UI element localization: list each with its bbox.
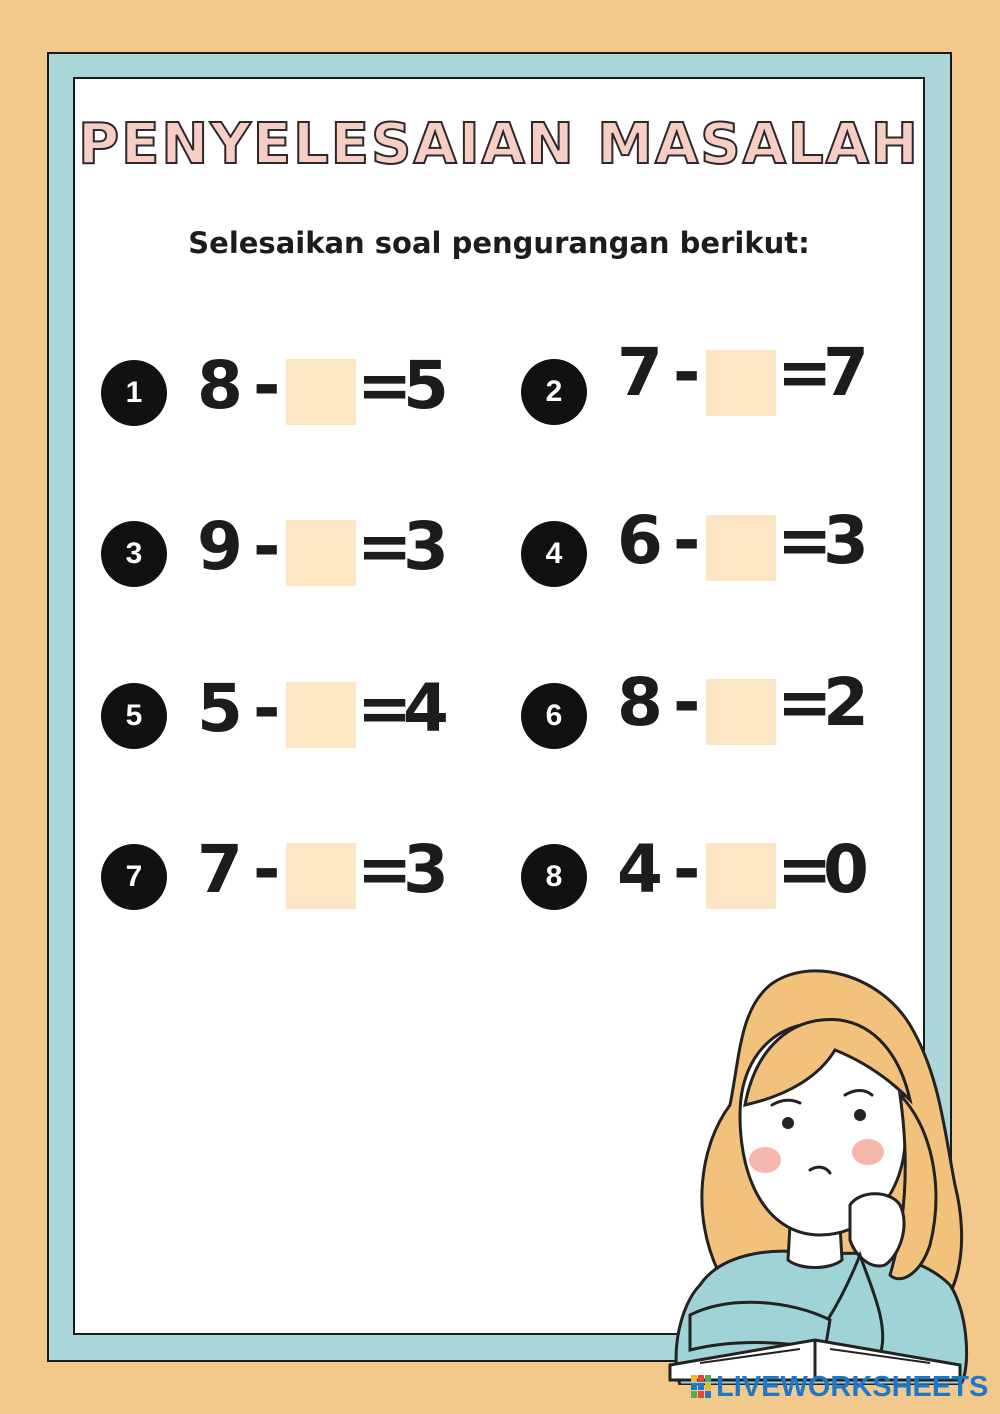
result: 3	[403, 831, 449, 908]
equals-sign: =	[777, 334, 833, 411]
minuend: 9	[197, 508, 243, 585]
problem-6	[521, 664, 881, 763]
minus-sign: -	[253, 670, 281, 747]
minuend: 5	[197, 670, 243, 747]
equals-sign: =	[357, 347, 413, 424]
answer-input[interactable]	[706, 350, 776, 416]
answer-input[interactable]	[286, 682, 356, 748]
problem-number-badge: 4	[521, 521, 587, 587]
result: 3	[403, 508, 449, 585]
liveworksheets-logo-icon	[690, 1374, 712, 1400]
problem-number-badge: 7	[101, 844, 167, 910]
minus-sign: -	[673, 502, 701, 579]
equals-sign: =	[777, 502, 833, 579]
answer-input[interactable]	[706, 843, 776, 909]
answer-input[interactable]	[706, 515, 776, 581]
liveworksheets-branding[interactable]	[690, 1370, 988, 1404]
minuend: 8	[617, 664, 663, 741]
worksheet-instruction: Selesaikan soal pengurangan berikut:	[188, 226, 810, 260]
minus-sign: -	[253, 508, 281, 585]
equals-sign: =	[777, 664, 833, 741]
equals-sign: =	[357, 831, 413, 908]
minuend: 4	[617, 831, 663, 908]
answer-input[interactable]	[706, 679, 776, 745]
problem-5	[101, 670, 461, 763]
result: 2	[823, 664, 869, 741]
worksheet-title: PENYELESAIAN MASALAH	[78, 112, 920, 177]
minuend: 7	[617, 334, 663, 411]
answer-input[interactable]	[286, 843, 356, 909]
problem-3	[101, 508, 461, 601]
minus-sign: -	[673, 664, 701, 741]
problem-number-badge: 3	[101, 521, 167, 587]
problem-7	[101, 831, 461, 924]
problem-4	[521, 502, 881, 601]
equals-sign: =	[777, 831, 833, 908]
result: 5	[403, 347, 449, 424]
brand-name: LIVEWORKSHEETS	[716, 1370, 989, 1403]
minus-sign: -	[253, 831, 281, 908]
problem-number-badge: 6	[521, 683, 587, 749]
problem-number-badge: 2	[521, 359, 587, 425]
minus-sign: -	[673, 334, 701, 411]
minuend: 6	[617, 502, 663, 579]
minuend: 8	[197, 347, 243, 424]
minus-sign: -	[673, 831, 701, 908]
equals-sign: =	[357, 508, 413, 585]
minuend: 7	[197, 831, 243, 908]
equals-sign: =	[357, 670, 413, 747]
problem-8	[521, 831, 881, 924]
result: 4	[403, 670, 449, 747]
problem-1	[101, 347, 461, 440]
result: 3	[823, 502, 869, 579]
answer-input[interactable]	[286, 359, 356, 425]
answer-input[interactable]	[286, 520, 356, 586]
problem-2	[521, 334, 881, 439]
thinking-girl-illustration	[660, 955, 980, 1385]
problem-number-badge: 8	[521, 844, 587, 910]
result: 0	[823, 831, 869, 908]
problem-number-badge: 5	[101, 683, 167, 749]
minus-sign: -	[253, 347, 281, 424]
problem-number-badge: 1	[101, 360, 167, 426]
result: 7	[823, 334, 869, 411]
